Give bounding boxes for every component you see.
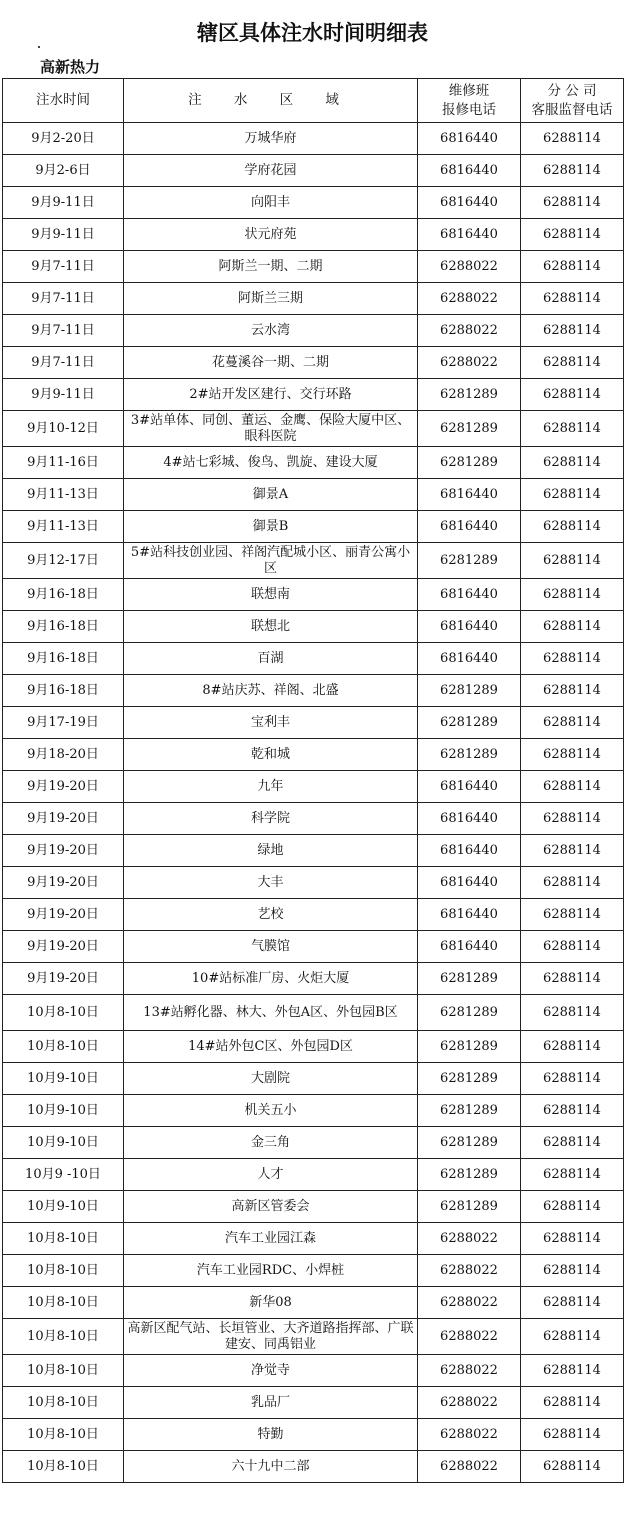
cell-area: 新华08 xyxy=(124,1287,418,1319)
cell-service-phone: 6288114 xyxy=(521,1191,624,1223)
table-row xyxy=(3,1387,624,1419)
cell-area: 九年 xyxy=(124,771,418,803)
cell-time: 9月7-11日 xyxy=(3,347,124,379)
table-row xyxy=(3,251,624,283)
cell-time: 9月19-20日 xyxy=(3,835,124,867)
cell-service-phone: 6288114 xyxy=(521,771,624,803)
cell-time: 9月9-11日 xyxy=(3,379,124,411)
cell-repair-phone: 6281289 xyxy=(418,675,521,707)
cell-time: 9月16-18日 xyxy=(3,579,124,611)
cell-time: 9月10-12日 xyxy=(3,411,124,447)
cell-time: 10月8-10日 xyxy=(3,1255,124,1287)
table-row xyxy=(3,543,624,579)
cell-area: 学府花园 xyxy=(124,155,418,187)
table-row xyxy=(3,1159,624,1191)
table-row xyxy=(3,1419,624,1451)
cell-time: 9月11-16日 xyxy=(3,447,124,479)
cell-area: 阿斯兰一期、二期 xyxy=(124,251,418,283)
cell-service-phone: 6288114 xyxy=(521,1159,624,1191)
cell-time: 10月9-10日 xyxy=(3,1127,124,1159)
cell-repair-phone: 6816440 xyxy=(418,187,521,219)
cell-area: 14#站外包C区、外包园D区 xyxy=(124,1031,418,1063)
table-row xyxy=(3,155,624,187)
cell-area: 3#站单体、同创、董运、金鹰、保险大厦中区、眼科医院 xyxy=(124,411,418,447)
cell-service-phone: 6288114 xyxy=(521,187,624,219)
cell-repair-phone: 6281289 xyxy=(418,1127,521,1159)
table-row xyxy=(3,479,624,511)
cell-area: 艺校 xyxy=(124,899,418,931)
cell-area: 金三角 xyxy=(124,1127,418,1159)
table-row xyxy=(3,803,624,835)
cell-repair-phone: 6281289 xyxy=(418,1159,521,1191)
header-area xyxy=(124,79,418,123)
cell-repair-phone: 6281289 xyxy=(418,447,521,479)
table-row xyxy=(3,707,624,739)
cell-repair-phone: 6288022 xyxy=(418,251,521,283)
header-time: 注水时间 xyxy=(3,79,124,123)
cell-area: 联想北 xyxy=(124,611,418,643)
cell-service-phone: 6288114 xyxy=(521,1451,624,1483)
document-title: 辖区具体注水时间明细表 xyxy=(197,21,428,45)
cell-service-phone: 6288114 xyxy=(521,1223,624,1255)
cell-repair-phone: 6816440 xyxy=(418,219,521,251)
cell-repair-phone: 6816440 xyxy=(418,899,521,931)
cell-service-phone: 6288114 xyxy=(521,931,624,963)
table-row xyxy=(3,1255,624,1287)
cell-service-phone: 6288114 xyxy=(521,1319,624,1355)
table-row xyxy=(3,995,624,1031)
cell-service-phone: 6288114 xyxy=(521,867,624,899)
cell-area: 状元府苑 xyxy=(124,219,418,251)
table-row xyxy=(3,1451,624,1483)
cell-service-phone: 6288114 xyxy=(521,347,624,379)
cell-service-phone: 6288114 xyxy=(521,1127,624,1159)
cell-time: 9月16-18日 xyxy=(3,611,124,643)
cell-service-phone: 6288114 xyxy=(521,219,624,251)
cell-area: 13#站孵化器、林大、外包A区、外包园B区 xyxy=(124,995,418,1031)
cell-service-phone: 6288114 xyxy=(521,579,624,611)
cell-time: 9月7-11日 xyxy=(3,283,124,315)
cell-repair-phone: 6288022 xyxy=(418,1387,521,1419)
cell-time: 9月9-11日 xyxy=(3,187,124,219)
cell-service-phone: 6288114 xyxy=(521,995,624,1031)
cell-service-phone: 6288114 xyxy=(521,511,624,543)
cell-repair-phone: 6281289 xyxy=(418,543,521,579)
cell-service-phone: 6288114 xyxy=(521,1419,624,1451)
cell-repair-phone: 6281289 xyxy=(418,995,521,1031)
cell-area: 阿斯兰三期 xyxy=(124,283,418,315)
cell-area: 高新区管委会 xyxy=(124,1191,418,1223)
cell-area: 5#站科技创业园、祥阁汽配城小区、丽青公寓小区 xyxy=(124,543,418,579)
cell-repair-phone: 6281289 xyxy=(418,739,521,771)
cell-service-phone: 6288114 xyxy=(521,411,624,447)
cell-repair-phone: 6288022 xyxy=(418,1419,521,1451)
header-service-phone xyxy=(521,79,624,123)
cell-service-phone: 6288114 xyxy=(521,1355,624,1387)
cell-service-phone: 6288114 xyxy=(521,1287,624,1319)
table-row xyxy=(3,1319,624,1355)
table-row xyxy=(3,123,624,155)
cell-area: 万城华府 xyxy=(124,123,418,155)
cell-time: 9月19-20日 xyxy=(3,771,124,803)
table-body xyxy=(3,123,624,1483)
cell-repair-phone: 6816440 xyxy=(418,123,521,155)
cell-time: 10月9 -10日 xyxy=(3,1159,124,1191)
cell-repair-phone: 6816440 xyxy=(418,835,521,867)
cell-service-phone: 6288114 xyxy=(521,379,624,411)
cell-area: 高新区配气站、长垣管业、大齐道路指挥部、广联建安、同禹铝业 xyxy=(124,1319,418,1355)
cell-repair-phone: 6816440 xyxy=(418,867,521,899)
cell-area: 花蔓溪谷一期、二期 xyxy=(124,347,418,379)
cell-time: 9月19-20日 xyxy=(3,803,124,835)
table-row xyxy=(3,611,624,643)
cell-service-phone: 6288114 xyxy=(521,803,624,835)
header-service-line1: 分 公 司 xyxy=(547,82,597,99)
cell-area: 机关五小 xyxy=(124,1095,418,1127)
table-row xyxy=(3,1191,624,1223)
cell-area: 百湖 xyxy=(124,643,418,675)
table-row xyxy=(3,511,624,543)
stray-dot-mark xyxy=(38,46,40,48)
cell-area: 向阳丰 xyxy=(124,187,418,219)
cell-repair-phone: 6816440 xyxy=(418,511,521,543)
company-subtitle: 高新热力 xyxy=(40,58,101,76)
cell-time: 10月9-10日 xyxy=(3,1063,124,1095)
cell-repair-phone: 6281289 xyxy=(418,379,521,411)
cell-repair-phone: 6816440 xyxy=(418,803,521,835)
table-row xyxy=(3,1355,624,1387)
cell-repair-phone: 6281289 xyxy=(418,963,521,995)
table-row xyxy=(3,867,624,899)
table-row xyxy=(3,315,624,347)
cell-area: 云水湾 xyxy=(124,315,418,347)
cell-time: 9月2-20日 xyxy=(3,123,124,155)
cell-service-phone: 6288114 xyxy=(521,899,624,931)
cell-area: 御景B xyxy=(124,511,418,543)
cell-time: 10月8-10日 xyxy=(3,1223,124,1255)
table-row xyxy=(3,963,624,995)
cell-service-phone: 6288114 xyxy=(521,739,624,771)
cell-repair-phone: 6288022 xyxy=(418,1319,521,1355)
cell-time: 10月8-10日 xyxy=(3,1387,124,1419)
cell-time: 9月19-20日 xyxy=(3,899,124,931)
cell-repair-phone: 6281289 xyxy=(418,1095,521,1127)
cell-time: 9月18-20日 xyxy=(3,739,124,771)
cell-time: 10月8-10日 xyxy=(3,1451,124,1483)
cell-service-phone: 6288114 xyxy=(521,707,624,739)
header-repair-line2: 报修电话 xyxy=(442,101,496,118)
table-row xyxy=(3,1063,624,1095)
cell-service-phone: 6288114 xyxy=(521,123,624,155)
table-row xyxy=(3,675,624,707)
cell-service-phone: 6288114 xyxy=(521,611,624,643)
cell-repair-phone: 6816440 xyxy=(418,479,521,511)
cell-repair-phone: 6281289 xyxy=(418,707,521,739)
cell-time: 9月19-20日 xyxy=(3,963,124,995)
cell-area: 绿地 xyxy=(124,835,418,867)
cell-area: 汽车工业园江森 xyxy=(124,1223,418,1255)
table-row xyxy=(3,835,624,867)
table-row xyxy=(3,447,624,479)
cell-time: 10月8-10日 xyxy=(3,1355,124,1387)
cell-area: 10#站标准厂房、火炬大厦 xyxy=(124,963,418,995)
table-row xyxy=(3,739,624,771)
cell-time: 9月9-11日 xyxy=(3,219,124,251)
cell-area: 大剧院 xyxy=(124,1063,418,1095)
table-row xyxy=(3,579,624,611)
cell-time: 9月11-13日 xyxy=(3,511,124,543)
table-row xyxy=(3,899,624,931)
cell-repair-phone: 6816440 xyxy=(418,643,521,675)
cell-repair-phone: 6288022 xyxy=(418,1451,521,1483)
cell-service-phone: 6288114 xyxy=(521,283,624,315)
cell-service-phone: 6288114 xyxy=(521,315,624,347)
cell-time: 9月17-19日 xyxy=(3,707,124,739)
cell-repair-phone: 6281289 xyxy=(418,411,521,447)
cell-repair-phone: 6288022 xyxy=(418,347,521,379)
cell-area: 2#站开发区建行、交行环路 xyxy=(124,379,418,411)
cell-time: 9月19-20日 xyxy=(3,931,124,963)
table-row xyxy=(3,643,624,675)
cell-area: 宝利丰 xyxy=(124,707,418,739)
cell-service-phone: 6288114 xyxy=(521,155,624,187)
cell-area: 气膜馆 xyxy=(124,931,418,963)
table-row xyxy=(3,411,624,447)
cell-time: 10月8-10日 xyxy=(3,1319,124,1355)
cell-repair-phone: 6288022 xyxy=(418,315,521,347)
table-row xyxy=(3,187,624,219)
cell-area: 特勤 xyxy=(124,1419,418,1451)
cell-service-phone: 6288114 xyxy=(521,1255,624,1287)
cell-repair-phone: 6816440 xyxy=(418,579,521,611)
cell-time: 9月11-13日 xyxy=(3,479,124,511)
cell-time: 10月8-10日 xyxy=(3,1031,124,1063)
cell-repair-phone: 6288022 xyxy=(418,1255,521,1287)
cell-repair-phone: 6281289 xyxy=(418,1031,521,1063)
cell-area: 御景A xyxy=(124,479,418,511)
header-service-line2: 客服监督电话 xyxy=(531,101,613,118)
cell-time: 10月8-10日 xyxy=(3,1287,124,1319)
header-repair-line1: 维修班 xyxy=(448,82,490,99)
cell-area: 乳品厂 xyxy=(124,1387,418,1419)
cell-service-phone: 6288114 xyxy=(521,543,624,579)
cell-repair-phone: 6281289 xyxy=(418,1191,521,1223)
cell-time: 9月19-20日 xyxy=(3,867,124,899)
cell-time: 10月8-10日 xyxy=(3,1419,124,1451)
cell-service-phone: 6288114 xyxy=(521,1387,624,1419)
cell-service-phone: 6288114 xyxy=(521,835,624,867)
cell-service-phone: 6288114 xyxy=(521,675,624,707)
cell-time: 9月16-18日 xyxy=(3,643,124,675)
cell-repair-phone: 6288022 xyxy=(418,1355,521,1387)
cell-area: 汽车工业园RDC、小焊桩 xyxy=(124,1255,418,1287)
table-row xyxy=(3,283,624,315)
table-row xyxy=(3,219,624,251)
header-repair-phone xyxy=(418,79,521,123)
cell-service-phone: 6288114 xyxy=(521,1063,624,1095)
cell-area: 人才 xyxy=(124,1159,418,1191)
cell-repair-phone: 6288022 xyxy=(418,1223,521,1255)
cell-service-phone: 6288114 xyxy=(521,251,624,283)
cell-area: 大丰 xyxy=(124,867,418,899)
cell-repair-phone: 6281289 xyxy=(418,1063,521,1095)
table-row xyxy=(3,1223,624,1255)
cell-area: 净觉寺 xyxy=(124,1355,418,1387)
table-header-row xyxy=(3,79,624,123)
cell-repair-phone: 6816440 xyxy=(418,155,521,187)
table-row xyxy=(3,347,624,379)
cell-time: 10月8-10日 xyxy=(3,995,124,1031)
cell-area: 联想南 xyxy=(124,579,418,611)
cell-service-phone: 6288114 xyxy=(521,479,624,511)
cell-time: 9月7-11日 xyxy=(3,315,124,347)
table-row xyxy=(3,771,624,803)
table-row xyxy=(3,379,624,411)
cell-time: 9月2-6日 xyxy=(3,155,124,187)
cell-time: 10月9-10日 xyxy=(3,1095,124,1127)
cell-repair-phone: 6816440 xyxy=(418,611,521,643)
cell-time: 9月7-11日 xyxy=(3,251,124,283)
cell-service-phone: 6288114 xyxy=(521,1031,624,1063)
cell-area: 4#站七彩城、俊鸟、凯旋、建设大厦 xyxy=(124,447,418,479)
table-row xyxy=(3,1287,624,1319)
cell-repair-phone: 6288022 xyxy=(418,1287,521,1319)
cell-area: 8#站庆苏、祥阁、北盛 xyxy=(124,675,418,707)
cell-service-phone: 6288114 xyxy=(521,963,624,995)
table-row xyxy=(3,1031,624,1063)
table-row xyxy=(3,931,624,963)
cell-area: 乾和城 xyxy=(124,739,418,771)
cell-service-phone: 6288114 xyxy=(521,643,624,675)
cell-repair-phone: 6288022 xyxy=(418,283,521,315)
cell-time: 9月16-18日 xyxy=(3,675,124,707)
header-area-label: 注 水 区 域 xyxy=(188,92,353,108)
cell-area: 六十九中二部 xyxy=(124,1451,418,1483)
table-row xyxy=(3,1127,624,1159)
cell-time: 9月12-17日 xyxy=(3,543,124,579)
schedule-table xyxy=(2,78,624,1483)
cell-area: 科学院 xyxy=(124,803,418,835)
cell-repair-phone: 6816440 xyxy=(418,771,521,803)
cell-service-phone: 6288114 xyxy=(521,447,624,479)
table-row xyxy=(3,1095,624,1127)
cell-service-phone: 6288114 xyxy=(521,1095,624,1127)
cell-repair-phone: 6816440 xyxy=(418,931,521,963)
cell-time: 10月9-10日 xyxy=(3,1191,124,1223)
